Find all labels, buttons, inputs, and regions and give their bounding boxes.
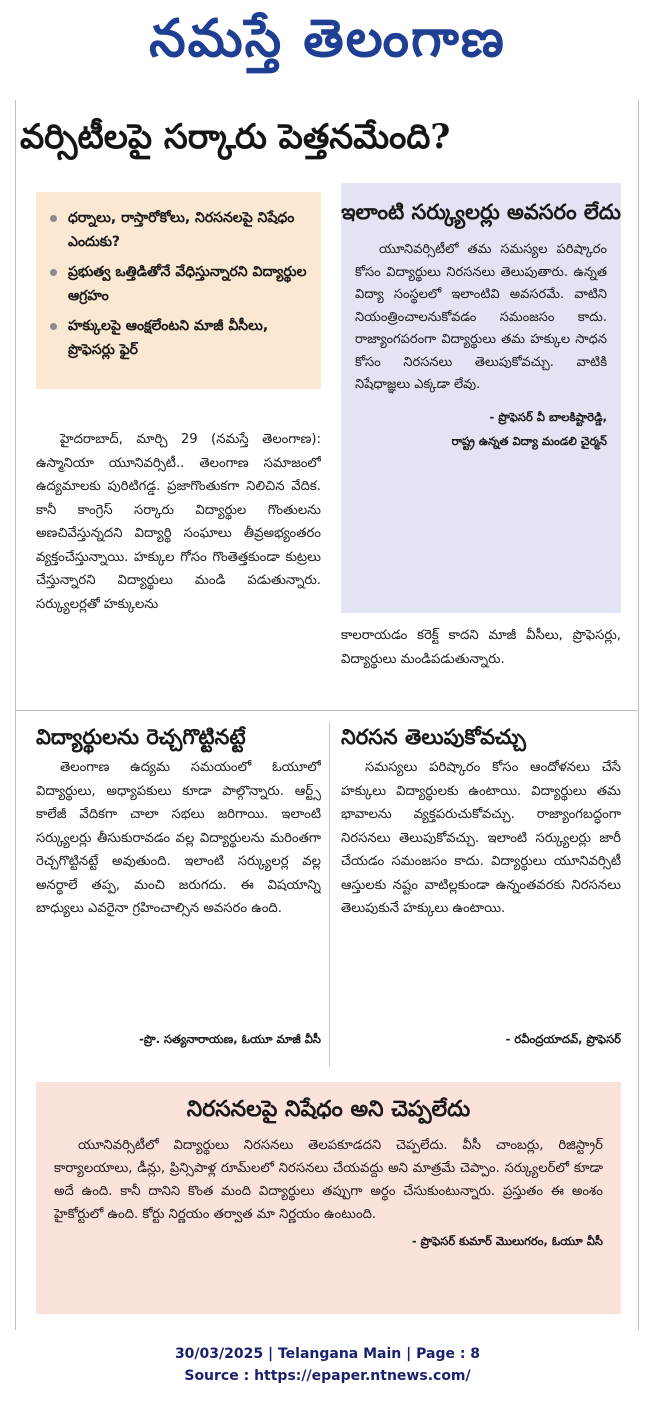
bullet-icon: [50, 215, 57, 222]
opinion-body-right: సమస్యలు పరిష్కారం కోసం ఆందోళనలు చేసే హక్కులు విద్యార్థులకు ఉంటాయి. విద్యార్థులు తమ భావాలను వ్యక్తపరుచుకోవచ్చు. రాజ్యాంగబద్ధంగా నిరసనలు తెలుపుకోవచ్చు. ఇలాంటి సర్క్యులర్లు జారీ చేయడం సమంజసం కాదు. విద్యార్థులు యూనివర్సిటీ ఆస్తులకు నష్టం వాటిల్లకుండా ఉన్నంతవరకు నిరసనలు తెలుపుకునే హక్కులు ఉంటాయి.: [341, 760, 621, 916]
opinion-signature-left: -ప్రొ. సత్యనారాయణ, ఓయూ మాజీ వీసీ: [139, 1032, 321, 1046]
footer-edition-info: 30/03/2025 | Telangana Main | Page : 8: [174, 1346, 481, 1362]
highlight-item: [50, 260, 311, 308]
quote-signature: [341, 397, 621, 453]
frame-border-right: [638, 100, 639, 1330]
article-body-right: కాలరాయడం కరెక్ట్ కాదని మాజీ వీసీలు, ప్రొఫెసర్లు, విద్యార్థులు మండిపడుతున్నారు.: [341, 628, 621, 667]
quote-title: ఇలాంటి సర్క్యులర్లు అవసరం లేదు: [341, 200, 621, 224]
section-divider: [15, 710, 639, 711]
highlights-list: [36, 192, 321, 362]
bottom-statement-box: [36, 1082, 621, 1314]
highlights-box: [36, 192, 321, 389]
bottom-statement-signature: - ప్రొఫెసర్ కుమార్ మొలుగరం, ఓయూ వీసీ: [411, 1234, 603, 1248]
highlight-text: ధర్నాలు, రాస్తారోకోలు, నిరసనలపై నిషేధం ఎందుకు?: [68, 210, 295, 250]
quote-signature-title: రాష్ట్ర ఉన్నత విద్యా మండలి చైర్మన్: [451, 433, 607, 448]
footer-source-link[interactable]: Source : https://epaper.ntnews.com/: [184, 1368, 471, 1384]
bullet-icon: [50, 269, 57, 276]
newspaper-logo: నమస్తే తెలంగాణ: [149, 8, 506, 69]
bottom-statement-title: నిరసనలపై నిషేధం అని చెప్పలేదు: [186, 1097, 471, 1122]
bullet-icon: [50, 323, 57, 330]
highlight-text: హక్కులపై ఆంక్షలేంటని మాజీ వీసీలు, ప్రొఫెసర్లు ఫైర్: [68, 318, 269, 358]
opinion-body-left: తెలంగాణ ఉద్యమ సమయంలో ఓయూలో విద్యార్థులు, అధ్యాపకులు కూడా పాల్గొన్నారు. ఆర్ట్స్ కాలేజీ వేదికగా చాలా సభలు జరిగాయి. ఇలాంటి సర్క్యులర్లు తీసుకురావడం వల్ల విద్యార్థులను మరింతగా రెచ్చగొట్టినట్టే అవుతుంది. ఇలాంటి సర్క్యులర్ల వల్ల అనర్థాలే తప్ప, మంచి జరుగదు. ఈ విషయాన్ని బాధ్యులు ఎవరైనా గ్రహించాల్సిన అవసరం ఉంది.: [36, 760, 321, 916]
quote-box: [341, 183, 621, 613]
article-body-left: హైదరాబాద్, మార్చి 29 (నమస్తే తెలంగాణ): ఉస్మానియా యూనివర్సిటీ.. తెలంగాణ సమాజంలో ఉద్యమాలకు పురిటిగడ్డ. ప్రజాగొంతుకగా నిలిచిన వేదిక. కానీ కాంగ్రెస్ సర్కారు విద్యార్థుల గొంతులను అణచివేస్తున్నదని విద్యార్థి సంఘాలు తీవ్రఅభ్యంతరం వ్యక్తంచేస్తున్నాయి. హక్కుల గోసం గొంతెత్తకుండా కుట్రలు చేస్తున్నారని విద్యార్థులు మండి పడుతున్నారు. సర్క్యులర్లతో హక్కులను: [36, 432, 321, 612]
quote-signature-name: - ప్రొఫెసర్ వీ బాలకిష్టారెడ్డి,: [489, 409, 607, 424]
opinion-heading-right: నిరసన తెలుపుకోవచ్చు: [341, 725, 526, 749]
quote-body: యూనివర్సిటీలో తమ సమస్యల పరిష్కారం కోసం విద్యార్థులు నిరసనలు తెలుపుతారు. ఉన్నత విద్యా సంస్థలలో ఇలాంటివి అవసరమే. వాటిని నియంత్రించాలనుకోవడం సమంజసం కాదు. రాజ్యాంగపరంగా విద్యార్థులు తమ హక్కుల సాధన కోసం నిరసనలు తెలుపుకోవచ్చు. వాటికి నిషేధాజ్ఞలు ఎక్కడా లేవు.: [355, 242, 607, 392]
masthead: [0, 0, 655, 78]
highlight-item: [50, 206, 311, 254]
opinion-heading-left: విద్యార్థులను రెచ్చగొట్టినట్టే: [36, 725, 246, 749]
article-headline: వర్సిటీలపై సర్కారు పెత్తనమేంది?: [20, 117, 451, 157]
column-divider: [329, 722, 330, 1067]
frame-border-left: [15, 100, 16, 1330]
opinion-signature-right: - రవీంద్రయాదవ్, ప్రొఫెసర్: [505, 1032, 621, 1046]
opinion-column-right: [341, 722, 621, 1050]
highlight-text: ప్రభుత్వ ఒత్తిడితోనే వేధిస్తున్నారని విద్యార్థుల ఆగ్రహం: [68, 264, 307, 304]
bottom-statement-body: యూనివర్సిటీలో విద్యార్థులు నిరసనలు తెలపకూడదని చెప్పలేదు. వీసీ చాంబర్లు, రిజిస్ట్రార్ కార్యాలయాలు, డీన్లు, ప్రిన్సిపాళ్ల రూమ్‌లలో నిరసనలు చేయవద్దు అని మాత్రమే చెప్పాం. సర్క్యులర్‌లో కూడా అదే ఉంది. కానీ దానిని కొంత మంది విద్యార్థులు తప్పుగా అర్థం చేసుకుంటున్నారు. ప్రస్తుతం ఈ అంశం హైకోర్టులో ఉంది. కోర్టు నిర్ణయం తర్వాత మా నిర్ణయం ఉంటుంది.: [54, 1138, 603, 1222]
opinion-column-left: [36, 722, 321, 1050]
highlight-item: [50, 314, 311, 362]
